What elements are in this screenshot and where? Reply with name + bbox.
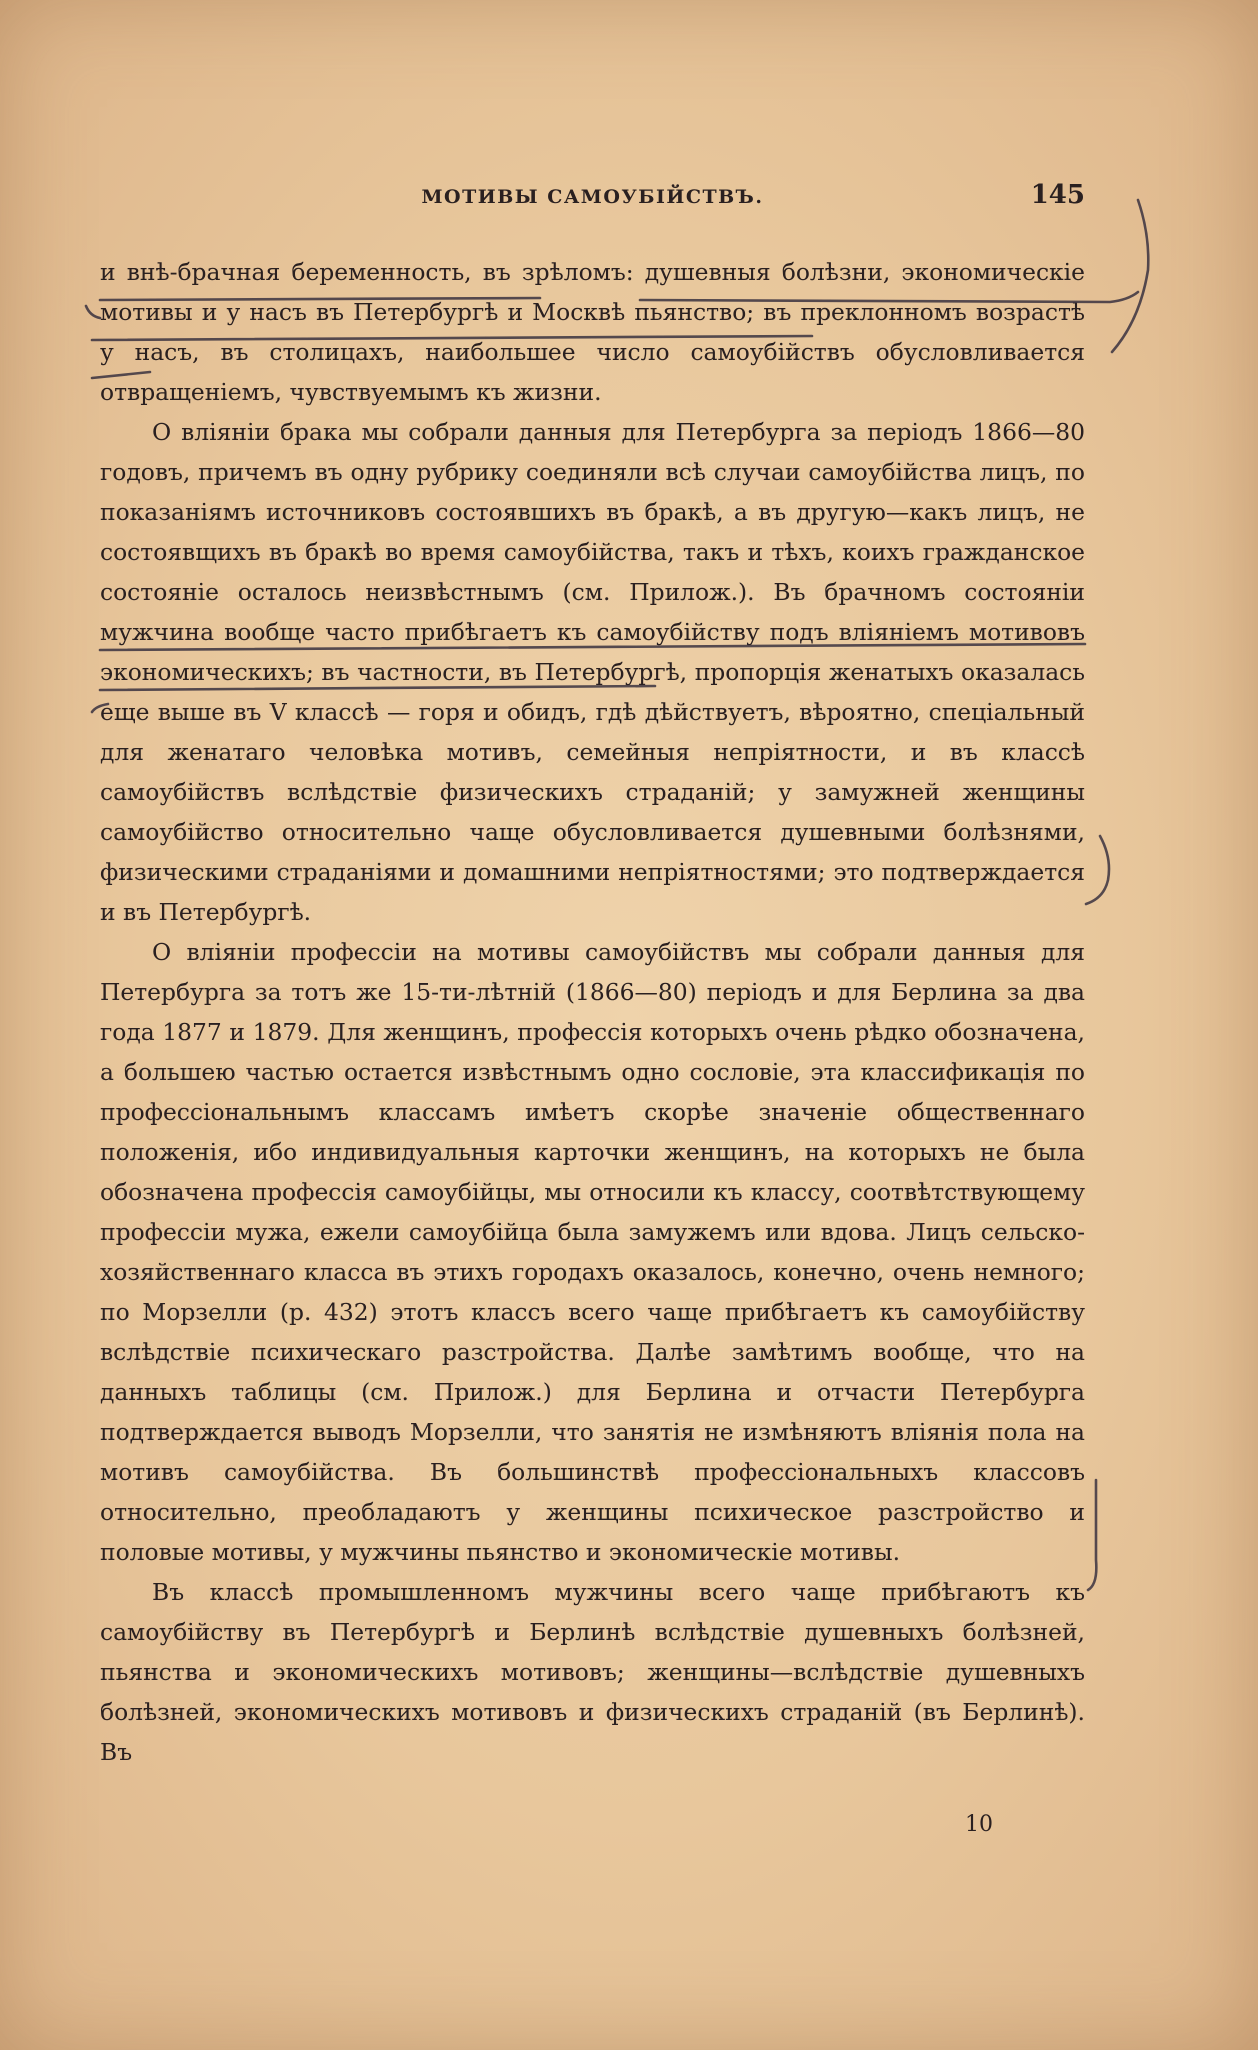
bracket-mark xyxy=(1112,200,1148,352)
bracket-mark xyxy=(1086,836,1109,904)
bracket-mark xyxy=(1088,1480,1096,1590)
printer-signature: 10 xyxy=(965,1812,993,1837)
paragraph-1: и внѣ-брачная беременность, въ зрѣломъ: душевныя болѣзни, экономическіе мотивы и у насъ въ Петербургѣ и Москвѣ пьянство; въ преклонномъ возрастѣ у насъ, въ столицахъ, наибольшее число самоубійствъ обусловливается отвращеніемъ, чувствуемымъ къ жизни. xyxy=(100,258,1085,406)
paragraph-2: О вліяніи брака мы собрали данныя для Петербурга за періодъ 1866—80 годовъ, причемъ въ одну рубрику соединяли всѣ случаи самоубійства лицъ, по показаніямъ источниковъ состоявшихъ въ бракѣ, а въ другую—какъ лицъ, не состоявщихъ въ бракѣ во время самоубійства, такъ и тѣхъ, коихъ гражданское состояніе осталось неизвѣстнымъ (см. Прилож.). Въ брачномъ состояніи мужчина вообще часто прибѣгаетъ къ самоубійству подъ вліяніемъ мотивовъ экономическихъ; въ частности, въ Петербургѣ, пропорція женатыхъ оказалась еще выше въ V классѣ — горя и обидъ, гдѣ дѣйствуетъ, вѣроятно, спеціальный для женатаго человѣка мотивъ, семейныя непріятности, и въ классѣ самоубійствъ вслѣдствіе физическихъ страданій; у замужней женщины самоубійство относительно чаще обусловливается душевными болѣзнями, физическими страданіями и домашними непріятностями; это подтверждается и въ Петербургѣ. xyxy=(100,418,1085,926)
paragraph-3: О вліяніи профессіи на мотивы самоубійствъ мы собрали данныя для Петербурга за тотъ же 15-ти-лѣтній (1866—80) періодъ и для Берлина за два года 1877 и 1879. Для женщинъ, профессія которыхъ очень рѣдко обозначена, а большею частью остается извѣстнымъ одно сословіе, эта классификація по профессіональнымъ классамъ имѣетъ скорѣе значеніе общественнаго положенія, ибо индивидуальныя карточки женщинъ, на которыхъ не была обозначена профессія самоубійцы, мы относили къ классу, соотвѣтствующему профессіи мужа, ежели самоубійца была замужемъ или вдова. Лицъ сельско-хозяйственнаго класса въ этихъ городахъ оказалось, конечно, очень немного; по Морзелли (р. 432) этотъ классъ всего чаще прибѣгаетъ къ самоубійству вслѣдствіе психическаго разстройства. Далѣе замѣтимъ вообще, что на данныхъ таблицы (см. Прилож.) для Берлина и отчасти Петербурга подтверждается выводъ Морзелли, что занятія не измѣняютъ вліянія пола на мотивъ самоубійства. Въ большинствѣ профессіональныхъ классовъ относительно, преобладаютъ у женщины психическое разстройство и половые мотивы, у мужчины пьянство и экономическіе мотивы. xyxy=(100,938,1085,1566)
paragraph-4: Въ классѣ промышленномъ мужчины всего чаще прибѣгаютъ къ самоубійству въ Петербургѣ и Берлинѣ вслѣдствіе душевныхъ болѣзней, пьянства и экономическихъ мотивовъ; женщины—вслѣдствіе душевныхъ болѣзней, экономическихъ мотивовъ и физическихъ страданій (въ Берлинѣ). Въ xyxy=(100,1578,1085,1766)
body-text xyxy=(100,252,1085,1772)
running-title: МОТИВЫ САМОУБІЙСТВЪ. xyxy=(421,186,764,208)
underline-mark xyxy=(86,306,100,318)
page-header xyxy=(100,180,1085,220)
page-number: 145 xyxy=(1030,180,1085,210)
